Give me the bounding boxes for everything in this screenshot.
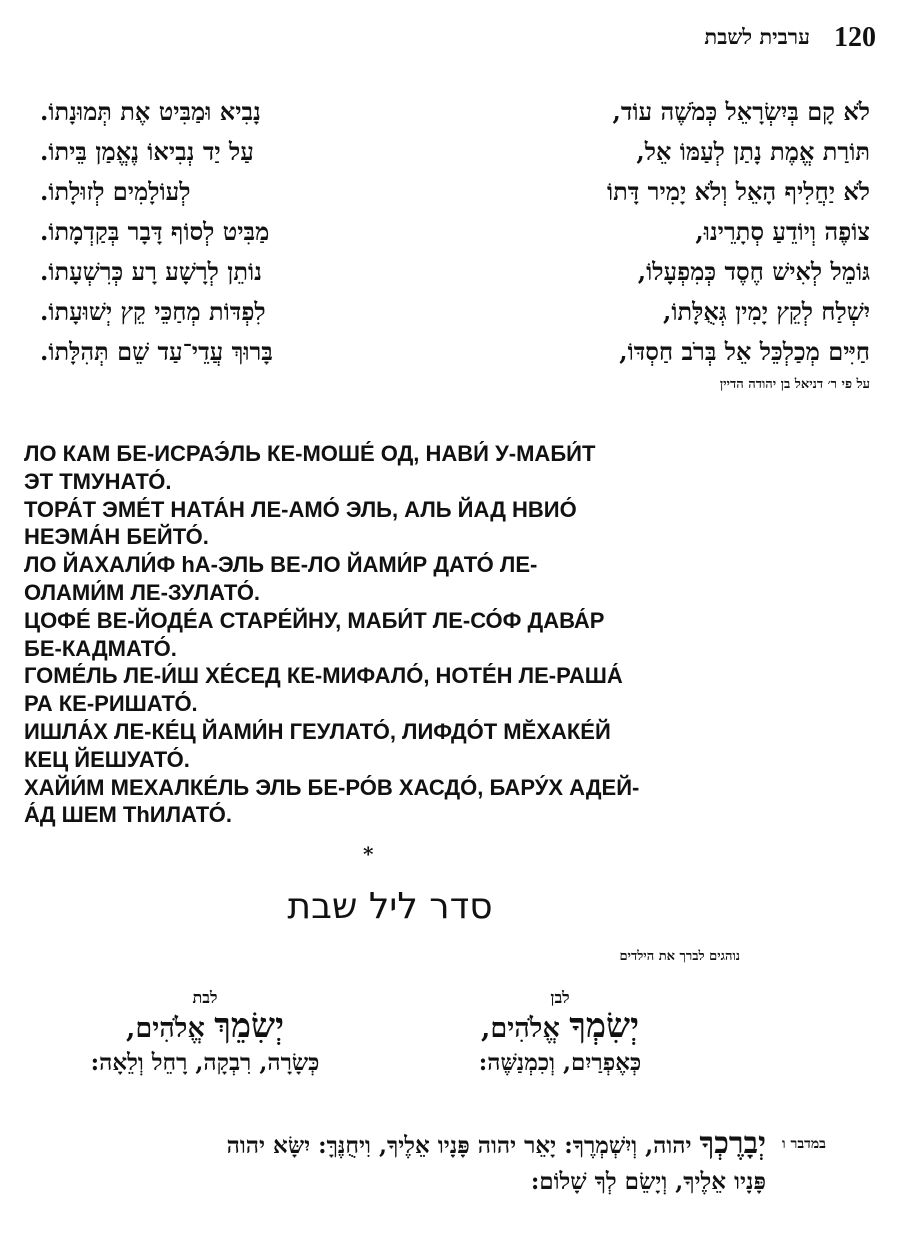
transliteration-line: НЕЭМА́Н БЕЙТО́. <box>24 524 209 550</box>
transliteration-line: КЕЦ ЙЕШУАТО́. <box>24 746 190 772</box>
blessing-son-line2: כְּאֶפְרַיִם, וְכִמְנַשֶּׁה: <box>478 1049 642 1076</box>
hymn-line-left: לְעוֹלָמִים לְזוּלָתוֹ. <box>40 177 191 206</box>
section-separator-star: * <box>363 842 374 866</box>
blessing-son-line1 <box>410 1008 710 1047</box>
hymn-line-right: צוֹפֶה וְיוֹדֵעַ סְתָרֵינוּ, <box>695 217 870 246</box>
running-header: ערבית לשבת <box>704 24 810 49</box>
priestly-blessing-first-word: יְבָרֶכְךָ <box>699 1126 766 1161</box>
hymn-block <box>40 92 870 372</box>
blessing-for-son <box>410 988 710 1079</box>
transliteration-line: ТОРА́Т ЭМЕ́Т НАТА́Н ЛЕ-АМО́ ЭЛЬ, АЛЬ ЙАД НВИО́ <box>24 496 577 522</box>
hymn-line <box>40 92 870 132</box>
custom-note: נוהגים לברך את הילדים <box>619 949 740 964</box>
transliteration-line: ГОМЕ́ЛЬ ЛЕ-И́Ш ХЕ́СЕД КЕ-МИФАЛО́, НОТЕ́Н ЛЕ-РАША́ <box>24 663 623 689</box>
hymn-line-left: בָּרוּךְ עֲדֵי־עַד שֵׁם תְּהִלָּתוֹ. <box>40 337 273 366</box>
transliteration-line: БЕ-КАДМАТО́. <box>24 635 177 661</box>
hymn-line-right: תּוֹרַת אֱמֶת נָתַן לְעַמּוֹ אֵל, <box>636 137 870 166</box>
page-number: 120 <box>834 22 876 53</box>
blessing-daughter-line2: כְּשָׂרָה, רִבְקָה, רָחֵל וְלֵאָה: <box>90 1049 320 1076</box>
blessing-daughter-line1-rest: אֱלֹהִים, <box>125 1013 215 1044</box>
transliteration-line: ЛО КАМ БЕ-ИСРАЭ́ЛЬ КЕ-МОШЕ́ ОД, НАВИ́ У-МАБИ́Т <box>24 441 596 466</box>
hymn-line <box>40 172 870 212</box>
blessing-daughter-first-word: יְשִׂמֵךְ <box>214 1006 285 1046</box>
blessing-for-daughter <box>30 988 380 1079</box>
hymn-line-right: גּוֹמֵל לְאִישׁ חֶסֶד כְּמִפְעָלוֹ, <box>637 257 870 286</box>
hymn-line-right: לֹא יַחֲלִיף הָאֵל וְלֹא יָמִיר דָּתוֹ <box>606 177 870 206</box>
hymn-line-right: חַיִּים מְכַלְכֵּל אֵל בְּרֹב חַסְדּוֹ, <box>619 337 870 366</box>
priestly-blessing-line1-rest: יהוה, וְיִשְׁמְרֶךָ: יָאֵר יהוה פָּנָיו אֵלֶיךָ, וִיחֻנֶּךָּ: יִשָּׂא יהוה <box>226 1132 700 1159</box>
transliteration-block <box>24 440 724 829</box>
hymn-line-left: מַבִּיט לְסוֹף דָּבָר בְּקַדְמָתוֹ. <box>40 217 270 246</box>
transliteration-line: ОЛАМИ́М ЛЕ-ЗУЛАТО́. <box>24 579 261 605</box>
priestly-blessing <box>26 1126 766 1200</box>
scripture-source: במדבר ו <box>782 1136 826 1152</box>
transliteration-line: ЦОФЕ́ ВЕ-ЙОДЕ́А СТАРЕ́ЙНУ, МАБИ́Т ЛЕ-СО́Ф ДАВА́Р <box>24 607 605 633</box>
transliteration-line: РА КЕ-РИШАТО́. <box>24 691 198 717</box>
hymn-line <box>40 332 870 372</box>
blessing-daughter-label: לבת <box>192 988 218 1007</box>
hymn-line <box>40 252 870 292</box>
hymn-line-left: נָבִיא וּמַבִּיט אֶת תְּמוּנָתוֹ. <box>40 97 261 126</box>
transliteration-line: ХАЙИ́М МЕХАЛКЕ́ЛЬ ЭЛЬ БЕ-РО́В ХАСДО́, БАРУ́Х АДЕЙ- <box>24 774 640 800</box>
hymn-attribution: על פי ר׳ דניאל בן יהודה הדיין <box>719 377 870 392</box>
blessing-son-label: לבן <box>550 988 570 1007</box>
transliteration-line: ИШЛА́Х ЛЕ-КЕ́Ц ЙАМИ́Н ГЕУЛАТО́, ЛИФДО́Т МӖХАКЕ́Й <box>24 718 611 744</box>
hymn-line <box>40 212 870 252</box>
hymn-line <box>40 132 870 172</box>
transliteration-line: ЭТ ТМУНАТО́. <box>24 468 172 494</box>
hymn-line-left: עַל יַד נְבִיאוֹ נֶאֱמַן בֵּיתוֹ. <box>40 137 254 166</box>
transliteration-line: А́Д ШЕМ ТhИЛАТО́. <box>24 802 232 828</box>
hymn-line-right: לֹא קָם בְּיִשְׂרָאֵל כְּמֹשֶׁה עוֹד, <box>612 97 870 126</box>
hymn-line-left: לִפְדּוֹת מְחַכֵּי קֵץ יְשׁוּעָתוֹ. <box>40 297 266 326</box>
blessing-daughter-line1 <box>30 1008 380 1047</box>
priestly-blessing-line2: פָּנָיו אֵלֶיךָ, וְיָשֵׂם לְךָ שָׁלוֹם: <box>530 1168 766 1195</box>
transliteration-line: ЛО ЙАХАЛИ́Ф hА-ЭЛЬ ВЕ-ЛО ЙАМИ́Р ДАТО́ ЛЕ- <box>24 552 538 578</box>
hymn-line-right: יִשְׁלַח לְקֵץ יָמִין גְּאֻלָּתוֹ, <box>663 297 870 326</box>
hymn-line <box>40 292 870 332</box>
hymn-line-left: נוֹתֵן לְרָשָׁע רָע כְּרִשְׁעָתוֹ. <box>40 257 262 286</box>
blessing-son-line1-rest: אֱלֹהִים, <box>480 1013 570 1044</box>
blessing-son-first-word: יְשִׂמְךָ <box>569 1006 640 1046</box>
section-title: סדר ליל שבת <box>287 886 493 927</box>
priestly-blessing-line1 <box>26 1126 766 1164</box>
